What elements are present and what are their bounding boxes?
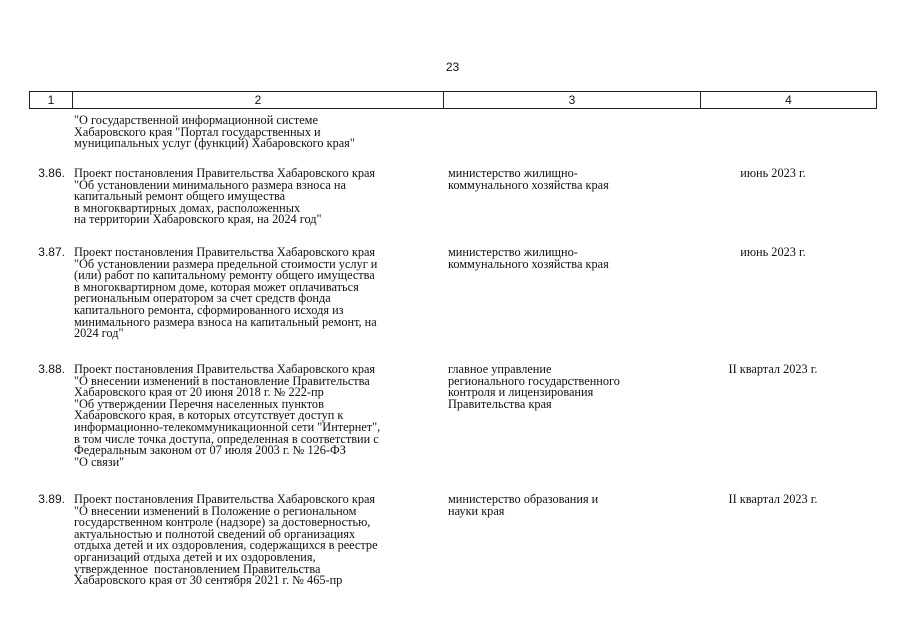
row-deadline: II квартал 2023 г.	[728, 362, 818, 376]
row-responsible: министерство жилищно- коммунального хозяйства края	[448, 166, 609, 192]
row-responsible: министерство жилищно- коммунального хозяйства края	[448, 245, 609, 271]
page-number: 23	[445, 60, 460, 74]
row-description: Проект постановления Правительства Хабаровского края "О внесении изменений в постановление Правительства Хабаровского края от 20 июня 2018 г. № 222-пр "Об утверждении Перечня населенных пунктов Хабаровского края, в которых отсутствует доступ к информационно-телекоммуникационной сети "Интернет", в том числе точка доступа, определенная в соответствии с Федеральным законом от 07 июля 2003 г. № 126-ФЗ "О связи"	[74, 362, 381, 469]
row-description: Проект постановления Правительства Хабаровского края "Об установлении минимального размера взноса на капитальный ремонт общего имущества в многоквартирных домах, расположенных на территории Хабаровского края, на 2024 год"	[74, 166, 376, 227]
header-col-1: 1	[47, 93, 55, 107]
row-number: 3.89.	[38, 492, 65, 506]
row-description: Проект постановления Правительства Хабаровского края "Об установлении размера предельной стоимости услуг и (или) работ по капитальному ремонту общего имущества в многоквартирном доме, которая может оплачиваться региональным оператором за счет средств фонда капитального ремонта, сформированного исходя из минимального размера взноса на капитальный ремонт, на 2024 год"	[74, 245, 378, 341]
header-col-3: 3	[443, 92, 700, 108]
continuation-text: "О государственной информационной системе Хабаровского края "Портал государственных и муниципальных услуг (функций) Хабаровского края"	[74, 113, 355, 151]
header-col-4: 4	[700, 92, 876, 108]
row-responsible: главное управление регионального государственного контроля и лицензирования Правительства края	[448, 362, 620, 411]
row-responsible: министерство образования и науки края	[448, 492, 599, 518]
table-header	[29, 91, 877, 109]
row-deadline: II квартал 2023 г.	[728, 492, 818, 506]
row-description: Проект постановления Правительства Хабаровского края "О внесении изменений в Положение о региональном государственном контроле (надзоре) за достоверностью, актуальностью и полнотой сведений об организациях отдыха детей и их оздоровления, содержащихся в реестре организаций отдыха детей и их оздоровления, утвержденное постановлением Правительства Хабаровского края от 30 сентября 2021 г. № 465-пр	[74, 492, 378, 588]
row-number: 3.88.	[38, 362, 65, 376]
row-deadline: июнь 2023 г.	[740, 245, 806, 259]
header-col-2: 2	[72, 92, 443, 108]
row-number: 3.87.	[38, 245, 65, 259]
row-deadline: июнь 2023 г.	[740, 166, 806, 180]
row-number: 3.86.	[38, 166, 65, 180]
